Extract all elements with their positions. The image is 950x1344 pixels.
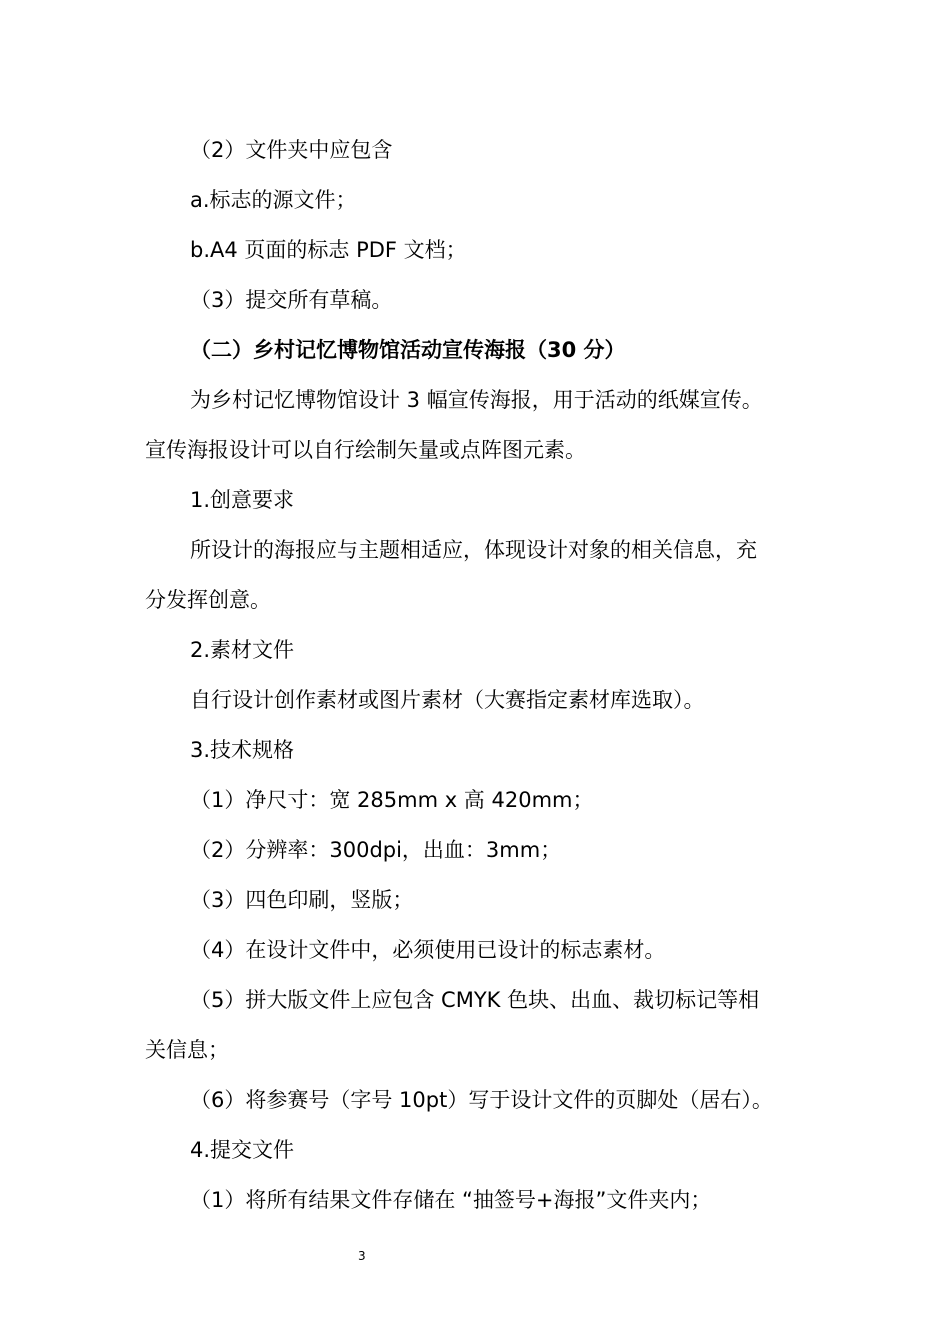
text-line: 所设计的海报应与主题相适应，体现设计对象的相关信息，充 — [190, 538, 757, 562]
section-heading: （二）乡村记忆博物馆活动宣传海报（30 分） — [190, 338, 626, 362]
text-line: （2）文件夹中应包含 — [190, 138, 393, 162]
text-line: （5）拼大版文件上应包含 CMYK 色块、出血、裁切标记等相 — [190, 988, 760, 1012]
subheading: 4.提交文件 — [190, 1138, 295, 1162]
text-line: 为乡村记忆博物馆设计 3 幅宣传海报，用于活动的纸媒宣传。 — [190, 388, 763, 412]
text-line: （2）分辨率：300dpi，出血：3mm； — [190, 838, 562, 862]
text-line: （1）净尺寸：宽 285mm x 高 420mm； — [190, 788, 594, 812]
text-line: 分发挥创意。 — [145, 588, 271, 612]
subheading: 3.技术规格 — [190, 738, 295, 762]
text-line: （1）将所有结果文件存储在 “抽签号+海报”文件夹内； — [190, 1188, 712, 1212]
page-number: 3 — [358, 1249, 366, 1263]
text-line: 宣传海报设计可以自行绘制矢量或点阵图元素。 — [145, 438, 586, 462]
text-line: 关信息； — [145, 1038, 229, 1062]
text-line: （3）提交所有草稿。 — [190, 288, 393, 312]
text-line: （4）在设计文件中，必须使用已设计的标志素材。 — [190, 938, 666, 962]
subheading: 2.素材文件 — [190, 638, 295, 662]
subheading: 1.创意要求 — [190, 488, 295, 512]
text-line: 自行设计创作素材或图片素材（大赛指定素材库选取）。 — [190, 688, 705, 712]
text-line: a.标志的源文件； — [190, 188, 357, 212]
text-line: b.A4 页面的标志 PDF 文档； — [190, 238, 467, 262]
text-line: （6）将参赛号（字号 10pt）写于设计文件的页脚处（居右）。 — [190, 1088, 773, 1112]
text-line: （3）四色印刷，竖版； — [190, 888, 414, 912]
